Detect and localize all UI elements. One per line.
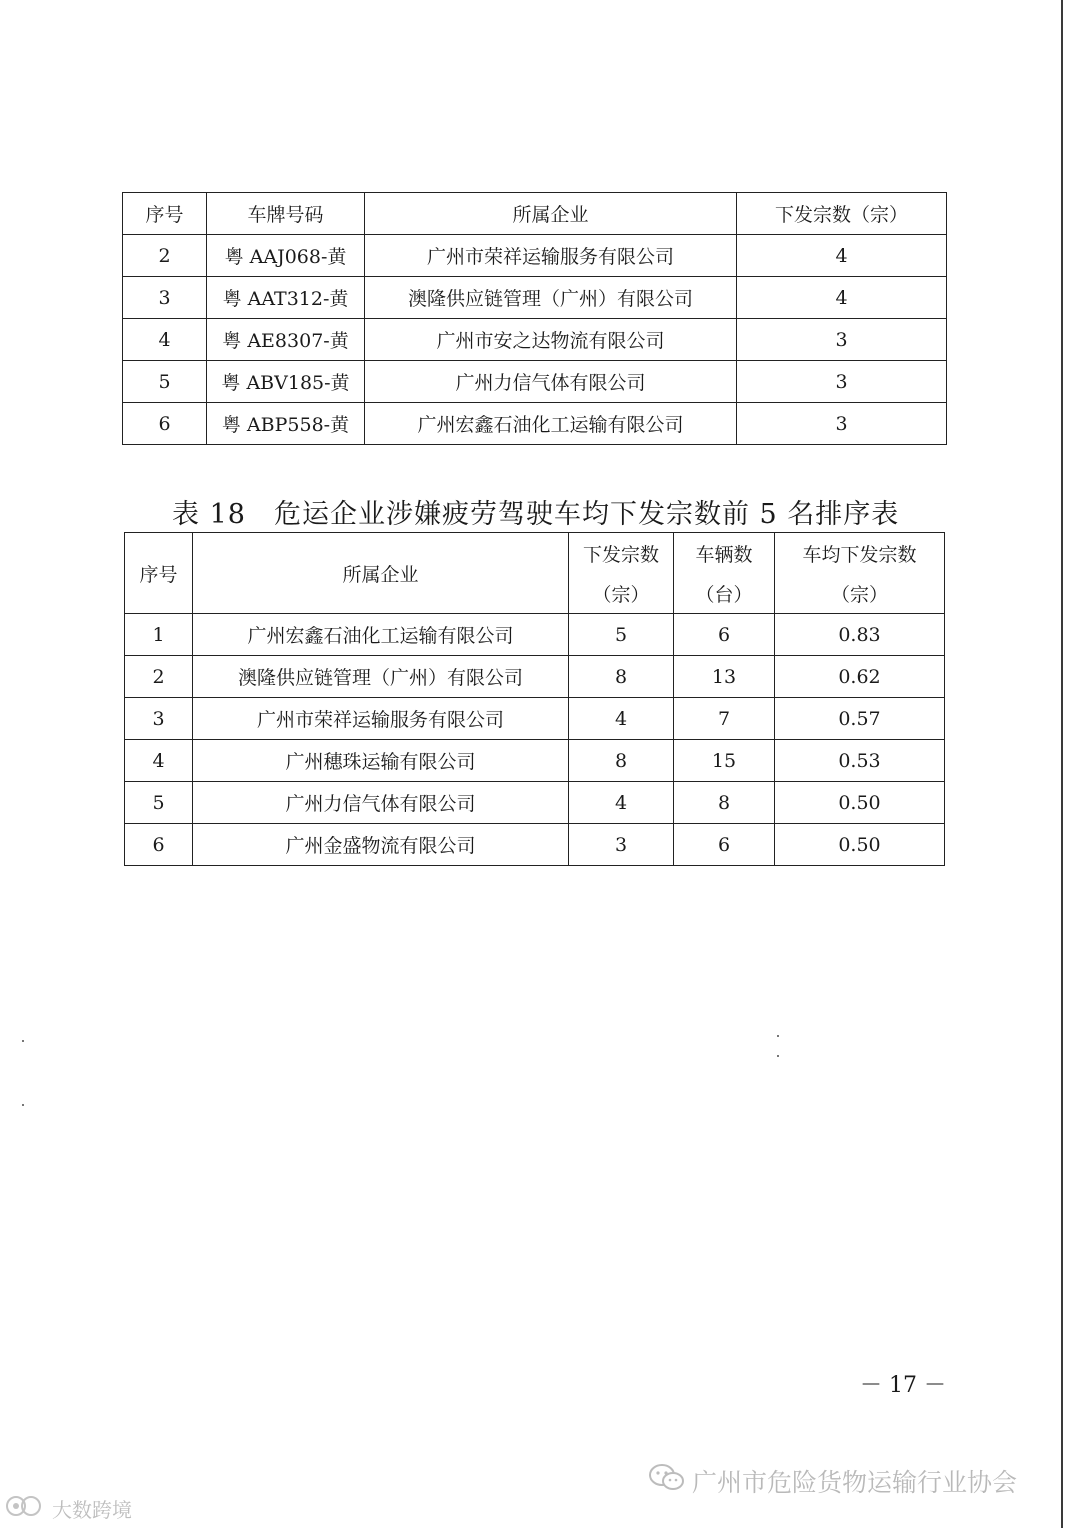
header-company: 所属企业 <box>193 533 569 614</box>
page-number: － 17 － <box>860 1373 946 1398</box>
header-count: 下发宗数（宗） <box>737 193 947 235</box>
cell-company: 澳隆供应链管理（广州）有限公司 <box>365 277 737 319</box>
cell-count: 4 <box>737 277 947 319</box>
cell-vehicles: 6 <box>674 824 775 866</box>
cell-index: 6 <box>123 403 207 445</box>
table-header-row <box>125 533 945 574</box>
cell-count: 3 <box>737 361 947 403</box>
header-avg-top: 车均下发宗数 <box>775 533 945 574</box>
table-row <box>125 782 945 824</box>
cell-index: 5 <box>123 361 207 403</box>
cell-vehicles: 6 <box>674 614 775 656</box>
cell-plate: 粤 ABV185-黄 <box>207 361 365 403</box>
cell-company: 广州宏鑫石油化工运输有限公司 <box>365 403 737 445</box>
header-index: 序号 <box>123 193 207 235</box>
watermark-org-name: 广州市危险货物运输行业协会 <box>692 1468 1018 1497</box>
table-row <box>123 319 947 361</box>
table-row <box>125 698 945 740</box>
table-row <box>123 403 947 445</box>
table18-caption: 表 18 危运企业涉嫌疲劳驾驶车均下发宗数前 5 名排序表 <box>172 499 900 530</box>
wechat-watermark <box>648 1462 1017 1500</box>
cell-plate: 粤 AAT312-黄 <box>207 277 365 319</box>
table-header-row <box>123 193 947 235</box>
cell-index: 3 <box>123 277 207 319</box>
cell-avg: 0.62 <box>775 656 945 698</box>
header-index: 序号 <box>125 533 193 614</box>
cell-count: 4 <box>569 782 674 824</box>
cell-count: 5 <box>569 614 674 656</box>
brand-watermark <box>4 1493 132 1524</box>
cell-vehicles: 7 <box>674 698 775 740</box>
cell-index: 4 <box>125 740 193 782</box>
cell-plate: 粤 AAJ068-黄 <box>207 235 365 277</box>
cell-index: 1 <box>125 614 193 656</box>
cell-company: 广州市荣祥运输服务有限公司 <box>365 235 737 277</box>
header-vehicles-top: 车辆数 <box>674 533 775 574</box>
scan-speck <box>777 1055 779 1057</box>
table-row <box>125 656 945 698</box>
cell-index: 4 <box>123 319 207 361</box>
table-row <box>123 235 947 277</box>
table-row <box>125 824 945 866</box>
cell-count: 8 <box>569 740 674 782</box>
header-count-unit: （宗） <box>569 573 674 614</box>
cell-count: 4 <box>569 698 674 740</box>
cell-vehicles: 8 <box>674 782 775 824</box>
cell-index: 5 <box>125 782 193 824</box>
cell-plate: 粤 AE8307-黄 <box>207 319 365 361</box>
cell-index: 6 <box>125 824 193 866</box>
cell-company: 广州市荣祥运输服务有限公司 <box>193 698 569 740</box>
cell-index: 2 <box>123 235 207 277</box>
cell-count: 4 <box>737 235 947 277</box>
table-row <box>123 277 947 319</box>
table-row <box>125 614 945 656</box>
cell-company: 广州力信气体有限公司 <box>193 782 569 824</box>
cell-avg: 0.50 <box>775 782 945 824</box>
cell-company: 广州力信气体有限公司 <box>365 361 737 403</box>
cell-index: 3 <box>125 698 193 740</box>
header-company: 所属企业 <box>365 193 737 235</box>
scan-edge-line <box>1061 0 1063 1528</box>
watermark-brand-name: 大数跨境 <box>52 1498 132 1522</box>
cell-company: 广州穗珠运输有限公司 <box>193 740 569 782</box>
cell-avg: 0.57 <box>775 698 945 740</box>
table-row <box>125 740 945 782</box>
cell-count: 8 <box>569 656 674 698</box>
header-avg-unit: （宗） <box>775 573 945 614</box>
scan-speck <box>22 1104 24 1106</box>
cell-vehicles: 13 <box>674 656 775 698</box>
cell-index: 2 <box>125 656 193 698</box>
header-count-top: 下发宗数 <box>569 533 674 574</box>
plates-table <box>122 192 947 445</box>
table-row <box>123 361 947 403</box>
wechat-icon <box>648 1462 686 1500</box>
cell-plate: 粤 ABP558-黄 <box>207 403 365 445</box>
cell-avg: 0.53 <box>775 740 945 782</box>
table18 <box>124 532 945 866</box>
scan-speck <box>777 1035 779 1037</box>
logo-icon <box>4 1493 48 1524</box>
cell-count: 3 <box>737 319 947 361</box>
cell-company: 广州宏鑫石油化工运输有限公司 <box>193 614 569 656</box>
cell-company: 澳隆供应链管理（广州）有限公司 <box>193 656 569 698</box>
cell-company: 广州金盛物流有限公司 <box>193 824 569 866</box>
cell-count: 3 <box>737 403 947 445</box>
cell-company: 广州市安之达物流有限公司 <box>365 319 737 361</box>
cell-avg: 0.50 <box>775 824 945 866</box>
scan-speck <box>22 1040 24 1042</box>
cell-vehicles: 15 <box>674 740 775 782</box>
header-plate: 车牌号码 <box>207 193 365 235</box>
cell-count: 3 <box>569 824 674 866</box>
header-vehicles-unit: （台） <box>674 573 775 614</box>
cell-avg: 0.83 <box>775 614 945 656</box>
